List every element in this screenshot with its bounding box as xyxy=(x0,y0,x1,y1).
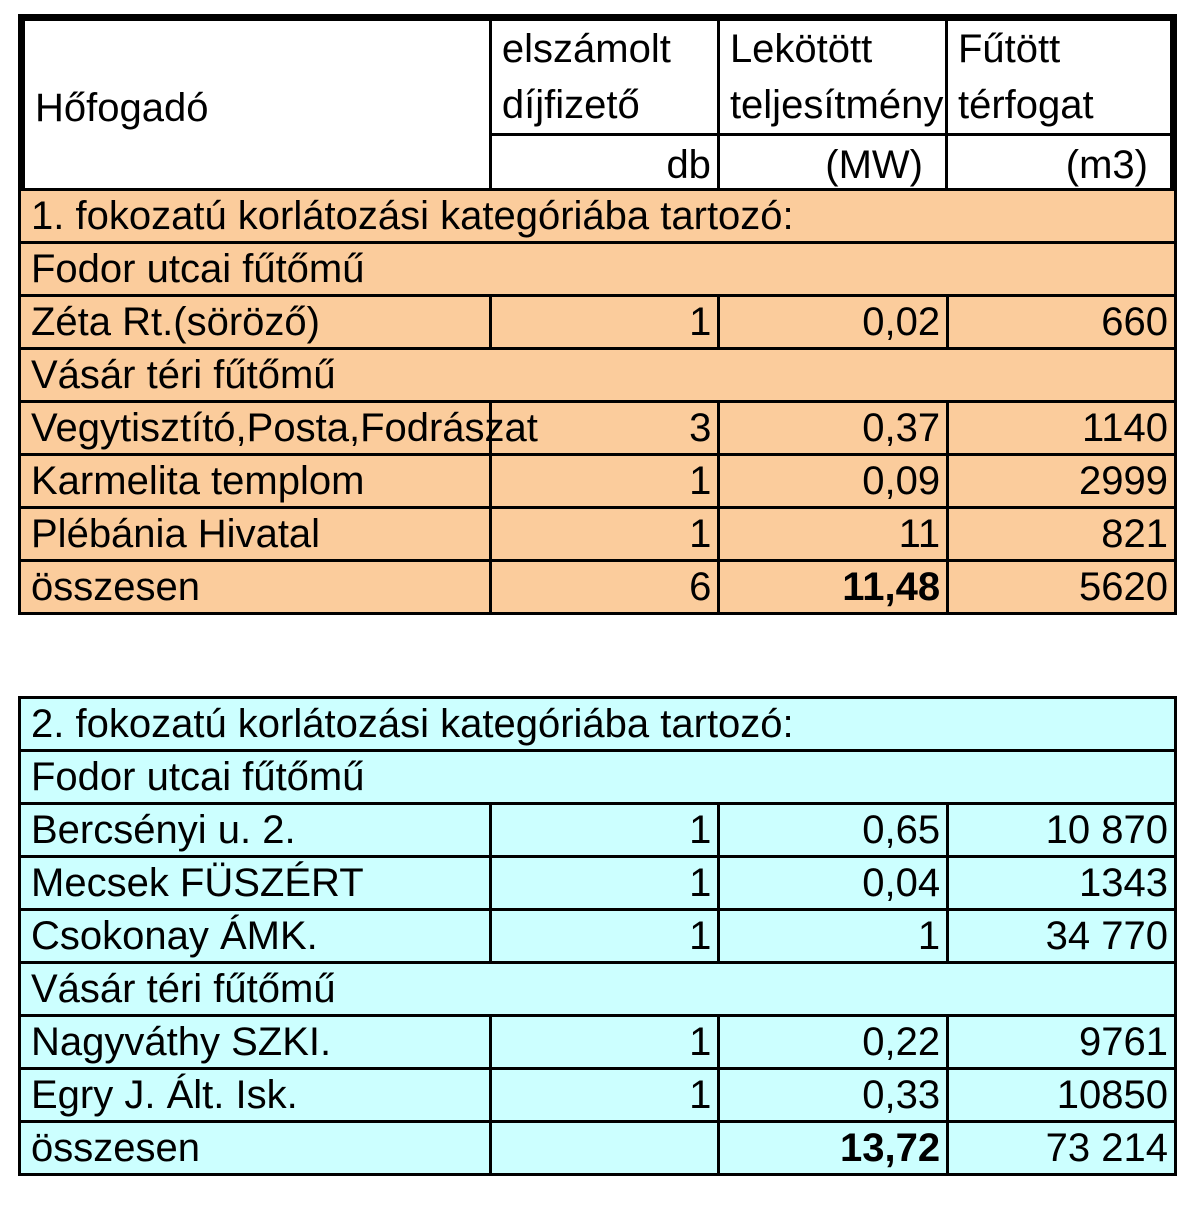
row-name: Vegytisztító,Posta,Fodrászat xyxy=(20,402,491,455)
header-unit-db: db xyxy=(490,135,718,198)
row-m3: 660 xyxy=(948,296,1176,349)
row-m3: 1343 xyxy=(948,857,1176,910)
header-table xyxy=(18,14,1177,201)
total-label: összesen xyxy=(20,561,491,614)
category-title-row xyxy=(20,190,1176,243)
header-dijfizeto-line2: díjfizető xyxy=(501,83,640,127)
header-teljesitmeny-line1: Lekötött xyxy=(729,27,873,71)
header-hofogado-label: Hőfogadó xyxy=(35,85,209,130)
row-m3: 2999 xyxy=(948,455,1176,508)
table-row xyxy=(20,455,1176,508)
row-mw: 0,65 xyxy=(719,804,948,857)
total-db xyxy=(490,1122,719,1175)
group-row xyxy=(20,963,1176,1016)
row-db: 1 xyxy=(490,857,719,910)
total-m3: 73 214 xyxy=(948,1122,1176,1175)
category-2-table xyxy=(18,696,1177,1176)
total-m3: 5620 xyxy=(948,561,1176,614)
row-db: 1 xyxy=(490,455,719,508)
row-mw: 0,37 xyxy=(719,402,948,455)
row-mw: 0,09 xyxy=(719,455,948,508)
table-row xyxy=(20,804,1176,857)
row-db: 3 xyxy=(490,402,719,455)
group-row xyxy=(20,751,1176,804)
row-name: Bercsényi u. 2. xyxy=(20,804,491,857)
header-terfogat-line2: térfogat xyxy=(957,83,1094,127)
row-m3: 10850 xyxy=(948,1069,1176,1122)
cat2-group-vasarter: Vásár téri fűtőmű xyxy=(20,963,1176,1016)
cat1-group-vasarter: Vásár téri fűtőmű xyxy=(20,349,1176,402)
cat1-group-fodor: Fodor utcai fűtőmű xyxy=(20,243,1176,296)
row-mw: 11 xyxy=(719,508,948,561)
row-m3: 34 770 xyxy=(948,910,1176,963)
group-row xyxy=(20,349,1176,402)
row-db: 1 xyxy=(490,804,719,857)
total-mw: 11,48 xyxy=(719,561,948,614)
table-row xyxy=(20,402,1176,455)
table-row xyxy=(20,1069,1176,1122)
header-hofogado xyxy=(22,18,491,198)
category-title-row xyxy=(20,698,1176,751)
header-terfogat-line1: Fűtött xyxy=(957,27,1061,71)
total-label: összesen xyxy=(20,1122,491,1175)
total-row xyxy=(20,1122,1176,1175)
row-name: Zéta Rt.(söröző) xyxy=(20,296,491,349)
header-unit-m3: (m3) xyxy=(946,135,1173,198)
row-db: 1 xyxy=(490,1069,719,1122)
table-row xyxy=(20,508,1176,561)
row-mw: 0,04 xyxy=(719,857,948,910)
row-db: 1 xyxy=(490,296,719,349)
row-m3: 9761 xyxy=(948,1016,1176,1069)
header-dijfizeto xyxy=(490,18,718,135)
row-mw: 0,33 xyxy=(719,1069,948,1122)
category-2-title: 2. fokozatú korlátozási kategóriába tartozó: xyxy=(20,698,1176,751)
row-m3: 10 870 xyxy=(948,804,1176,857)
row-name: Csokonay ÁMK. xyxy=(20,910,491,963)
row-name: Egry J. Ált. Isk. xyxy=(20,1069,491,1122)
header-terfogat xyxy=(946,18,1173,135)
row-db: 1 xyxy=(490,910,719,963)
row-name: Nagyváthy SZKI. xyxy=(20,1016,491,1069)
category-1-table xyxy=(18,188,1177,615)
row-mw: 0,02 xyxy=(719,296,948,349)
row-db: 1 xyxy=(490,508,719,561)
cat2-group-fodor: Fodor utcai fűtőmű xyxy=(20,751,1176,804)
row-m3: 821 xyxy=(948,508,1176,561)
table-row xyxy=(20,1016,1176,1069)
category-1-title: 1. fokozatú korlátozási kategóriába tartozó: xyxy=(20,190,1176,243)
group-row xyxy=(20,243,1176,296)
total-row xyxy=(20,561,1176,614)
row-name: Mecsek FÜSZÉRT xyxy=(20,857,491,910)
total-db: 6 xyxy=(490,561,719,614)
table-row xyxy=(20,857,1176,910)
table-row xyxy=(20,296,1176,349)
row-mw: 1 xyxy=(719,910,948,963)
header-teljesitmeny xyxy=(718,18,946,135)
header-teljesitmeny-line2: teljesítmény xyxy=(729,83,944,127)
row-mw: 0,22 xyxy=(719,1016,948,1069)
header-unit-mw: (MW) xyxy=(718,135,946,198)
row-db: 1 xyxy=(490,1016,719,1069)
header-dijfizeto-line1: elszámolt xyxy=(501,27,671,71)
row-m3: 1140 xyxy=(948,402,1176,455)
row-name: Plébánia Hivatal xyxy=(20,508,491,561)
table-row xyxy=(20,910,1176,963)
row-name: Karmelita templom xyxy=(20,455,491,508)
total-mw: 13,72 xyxy=(719,1122,948,1175)
